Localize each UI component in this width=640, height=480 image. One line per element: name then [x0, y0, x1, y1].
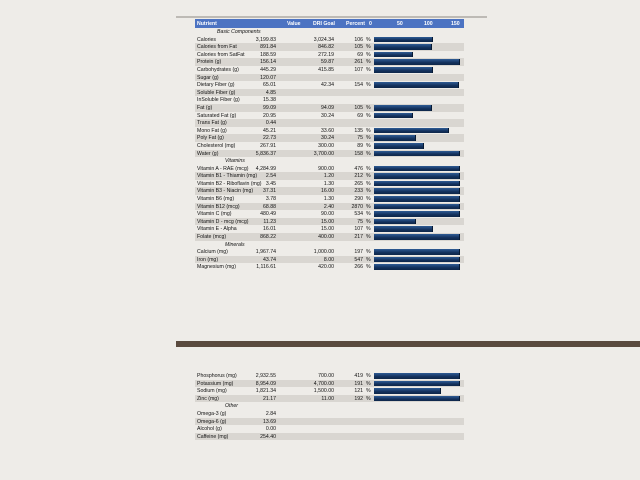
header-value: Value [287, 20, 301, 27]
section-label: Other [225, 403, 238, 410]
nutrient-value: 480.49 [260, 211, 276, 218]
percent-bar [374, 373, 460, 379]
nutrient-value: 68.88 [263, 203, 276, 210]
header-tick-0: 0 [369, 20, 372, 27]
table-row [195, 410, 464, 418]
nutrient-percent: 419 [354, 373, 363, 379]
table-row [195, 187, 464, 195]
table-row [195, 395, 464, 403]
section-row [195, 241, 464, 249]
table-row [195, 127, 464, 135]
nutrient-percent: 191 [354, 380, 363, 387]
nutrient-percent: 212 [354, 173, 363, 180]
nutrient-percent: 290 [354, 196, 363, 203]
nutrient-percent: 107 [354, 66, 363, 73]
percent-bar [374, 381, 460, 387]
table-row [195, 225, 464, 233]
header-tick-100: 100 [424, 20, 433, 27]
table-row [195, 418, 464, 426]
percent-bar [374, 44, 432, 50]
nutrient-value: 156.14 [260, 59, 276, 66]
nutrient-percent: 69 [357, 112, 363, 119]
table-row [195, 233, 464, 241]
table-row [195, 36, 464, 44]
percent-sign: % [366, 388, 371, 395]
nutrient-value: 11.23 [263, 218, 276, 225]
nutrient-value: 254.40 [260, 433, 276, 440]
section-row [195, 157, 464, 165]
nutrient-dri-goal: 1.30 [323, 196, 334, 203]
nutrient-dri-goal: 1.30 [323, 180, 334, 187]
table-header [195, 19, 464, 28]
nutrient-value: 5,836.37 [255, 150, 276, 157]
nutrient-dri-goal: 59.87 [321, 59, 334, 66]
percent-sign: % [366, 395, 371, 402]
nutrient-percent: 105 [354, 44, 363, 51]
nutrient-table-part-2 [195, 372, 464, 440]
percent-bar [374, 226, 433, 232]
table-row [195, 66, 464, 74]
nutrient-dri-goal: 700.00 [318, 373, 334, 379]
nutrient-value: 3,199.83 [255, 36, 276, 43]
percent-sign: % [366, 256, 371, 263]
table-row [195, 119, 464, 127]
nutrient-name: Poly Fat (g) [197, 135, 224, 142]
nutrient-name: Omega-3 (g) [197, 410, 227, 417]
nutrient-dri-goal: 2.40 [323, 203, 334, 210]
percent-sign: % [366, 226, 371, 233]
nutrient-dri-goal: 30.24 [321, 135, 334, 142]
nutrient-name: Calories [197, 36, 217, 43]
nutrient-name: Vitamin B3 - Niacin (mg) [197, 188, 254, 195]
nutrient-name: Protein (g) [197, 59, 222, 66]
table-row [195, 256, 464, 264]
nutrient-name: Caffeine (mg) [197, 433, 229, 440]
nutrient-name: Water (g) [197, 150, 219, 157]
nutrient-name: Cholesterol (mg) [197, 142, 236, 149]
table-row [195, 165, 464, 173]
nutrient-name: Alcohol (g) [197, 426, 222, 433]
nutrient-name: Soluble Fiber (g) [197, 89, 236, 96]
nutrient-name: Vitamin B1 - Thiamin (mg) [197, 173, 258, 180]
percent-bar [374, 128, 449, 134]
percent-bar [374, 234, 460, 240]
percent-sign: % [366, 173, 371, 180]
nutrient-dri-goal: 900.00 [318, 165, 334, 172]
table-row [195, 172, 464, 180]
nutrient-name: Magnesium (mg) [197, 264, 236, 271]
nutrient-percent: 75 [357, 218, 363, 225]
top-rule [176, 16, 487, 18]
nutrient-value: 45.21 [263, 127, 276, 134]
percent-sign: % [366, 82, 371, 89]
percent-sign: % [366, 150, 371, 157]
nutrient-dri-goal: 1,500.00 [313, 388, 334, 395]
header-tick-150: 150 [451, 20, 460, 27]
percent-sign: % [366, 373, 371, 379]
nutrient-name: Folate (mcg) [197, 234, 227, 241]
nutrient-dri-goal: 3,700.00 [313, 150, 334, 157]
percent-sign: % [366, 59, 371, 66]
percent-bar [374, 249, 460, 255]
nutrient-value: 868.22 [260, 234, 276, 241]
section-label: Vitamins [225, 158, 245, 165]
nutrient-percent: 135 [354, 127, 363, 134]
percent-bar [374, 166, 460, 172]
percent-bar [374, 388, 441, 394]
percent-sign: % [366, 380, 371, 387]
percent-bar [374, 37, 433, 43]
nutrient-value: 0.44 [265, 120, 276, 127]
nutrient-dri-goal: 272.19 [318, 51, 334, 58]
nutrient-value: 65.01 [263, 82, 276, 89]
nutrient-value: 15.38 [263, 97, 276, 104]
nutrient-name: Omega-6 (g) [197, 418, 227, 425]
nutrient-value: 8,954.09 [255, 380, 276, 387]
nutrient-value: 43.74 [263, 256, 276, 263]
table-row [195, 104, 464, 112]
nutrient-value: 13.69 [263, 418, 276, 425]
nutrient-percent: 69 [357, 51, 363, 58]
nutrient-name: Vitamin B12 (mcg) [197, 203, 240, 210]
nutrient-name: Sodium (mg) [197, 388, 227, 395]
section-label: Minerals [225, 241, 245, 248]
nutrient-percent: 233 [354, 188, 363, 195]
percent-sign: % [366, 66, 371, 73]
nutrient-dri-goal: 300.00 [318, 142, 334, 149]
nutrient-value: 3.45 [265, 180, 276, 187]
nutrient-percent: 2870 [351, 203, 363, 210]
percent-sign: % [366, 264, 371, 271]
nutrient-dri-goal: 33.60 [321, 127, 334, 134]
table-row [195, 74, 464, 82]
nutrient-percent: 547 [354, 256, 363, 263]
percent-sign: % [366, 165, 371, 172]
nutrient-dri-goal: 400.00 [318, 234, 334, 241]
table-row [195, 387, 464, 395]
percent-sign: % [366, 36, 371, 43]
page-divider [176, 341, 640, 347]
nutrient-name: Dietary Fiber (g) [197, 82, 235, 89]
percent-bar [374, 173, 460, 179]
table-row [195, 263, 464, 271]
table-row [195, 89, 464, 97]
nutrient-percent: 266 [354, 264, 363, 271]
nutrient-dri-goal: 3,024.34 [313, 36, 334, 43]
nutrient-dri-goal: 94.09 [321, 104, 334, 111]
section-row [195, 402, 464, 410]
nutrient-percent: 105 [354, 104, 363, 111]
table-row [195, 210, 464, 218]
section-row [195, 28, 464, 36]
table-row [195, 433, 464, 441]
percent-bar [374, 204, 460, 210]
nutrient-percent: 154 [354, 82, 363, 89]
percent-bar [374, 143, 424, 149]
nutrient-table-part-1 [195, 19, 464, 271]
nutrient-value: 445.29 [260, 66, 276, 73]
header-dri-goal: DRI Goal [313, 20, 335, 27]
percent-bar [374, 59, 460, 65]
percent-bar [374, 264, 460, 270]
nutrient-name: Vitamin E - Alpha [197, 226, 237, 233]
percent-sign: % [366, 51, 371, 58]
nutrient-percent: 261 [354, 59, 363, 66]
nutrient-name: Fat (g) [197, 104, 213, 111]
table-row [195, 43, 464, 51]
nutrient-value: 20.95 [263, 112, 276, 119]
percent-sign: % [366, 188, 371, 195]
percent-bar [374, 196, 460, 202]
table-row [195, 203, 464, 211]
table-row [195, 425, 464, 433]
percent-sign: % [366, 211, 371, 218]
header-percent: Percent [346, 20, 366, 27]
nutrient-name: Phosphorus (mg) [197, 373, 237, 379]
table-row [195, 96, 464, 104]
nutrient-dri-goal: 8.00 [323, 256, 334, 263]
nutrient-value: 1,967.74 [255, 249, 276, 256]
percent-sign: % [366, 112, 371, 119]
header-tick-50: 50 [397, 20, 403, 27]
table-row [195, 81, 464, 89]
nutrient-value: 188.59 [260, 51, 276, 58]
nutrient-value: 1,821.34 [255, 388, 276, 395]
percent-sign: % [366, 203, 371, 210]
nutrient-name: Zinc (mg) [197, 395, 219, 402]
nutrient-percent: 75 [357, 135, 363, 142]
nutrient-name: Vitamin A - RAE (mcg) [197, 165, 249, 172]
nutrient-name: Calories from SatFat [197, 51, 245, 58]
percent-sign: % [366, 127, 371, 134]
nutrient-name: Vitamin D - mcg (mcg) [197, 218, 249, 225]
nutrient-value: 0.00 [265, 426, 276, 433]
nutrient-dri-goal: 420.00 [318, 264, 334, 271]
nutrient-name: Saturated Fat (g) [197, 112, 237, 119]
nutrient-value: 2.84 [265, 410, 276, 417]
table-row [195, 142, 464, 150]
nutrient-name: InSoluble Fiber (g) [197, 97, 240, 104]
percent-bar [374, 211, 460, 217]
percent-bar [374, 219, 416, 225]
nutrient-percent: 534 [354, 211, 363, 218]
nutrient-percent: 106 [354, 36, 363, 43]
nutrient-dri-goal: 42.34 [321, 82, 334, 89]
percent-sign: % [366, 104, 371, 111]
percent-bar [374, 151, 460, 157]
table-row [195, 180, 464, 188]
table-row [195, 195, 464, 203]
table-row [195, 112, 464, 120]
nutrient-dri-goal: 15.00 [321, 226, 334, 233]
nutrient-dri-goal: 1,000.00 [313, 249, 334, 256]
nutrient-value: 1,116.61 [256, 264, 276, 271]
percent-bar [374, 105, 432, 111]
nutrient-percent: 265 [354, 180, 363, 187]
nutrient-value: 2,932.55 [255, 373, 276, 379]
table-row [195, 248, 464, 256]
nutrient-name: Iron (mg) [197, 256, 219, 263]
nutrient-percent: 158 [354, 150, 363, 157]
nutrient-name: Vitamin B2 - Riboflavin (mg) [197, 180, 262, 187]
nutrient-value: 21.17 [263, 395, 276, 402]
nutrient-value: 891.84 [260, 44, 276, 51]
percent-bar [374, 113, 413, 119]
table-row [195, 380, 464, 388]
percent-sign: % [366, 218, 371, 225]
table-body [195, 372, 464, 440]
percent-sign: % [366, 196, 371, 203]
nutrient-dri-goal: 15.00 [321, 218, 334, 225]
nutrient-value: 3.78 [265, 196, 276, 203]
nutrient-name: Potassium (mg) [197, 380, 234, 387]
nutrient-value: 4,284.99 [255, 165, 276, 172]
nutrient-dri-goal: 90.00 [321, 211, 334, 218]
nutrient-name: Calories from Fat [197, 44, 237, 51]
nutrient-value: 2.54 [265, 173, 276, 180]
header-nutrient: Nutrient [197, 20, 217, 27]
nutrient-dri-goal: 415.85 [318, 66, 334, 73]
table-row [195, 150, 464, 158]
percent-bar [374, 135, 416, 141]
nutrient-dri-goal: 4,700.00 [313, 380, 334, 387]
table-row [195, 218, 464, 226]
percent-sign: % [366, 142, 371, 149]
percent-bar [374, 188, 460, 194]
nutrient-name: Sugar (g) [197, 74, 219, 81]
percent-sign: % [366, 234, 371, 241]
nutrient-percent: 107 [354, 226, 363, 233]
nutrient-value: 4.85 [265, 89, 276, 96]
percent-sign: % [366, 44, 371, 51]
percent-bar [374, 257, 460, 263]
nutrient-dri-goal: 846.82 [318, 44, 334, 51]
nutrient-dri-goal: 30.24 [321, 112, 334, 119]
table-row [195, 58, 464, 66]
percent-sign: % [366, 135, 371, 142]
percent-bar [374, 67, 433, 73]
percent-sign: % [366, 180, 371, 187]
nutrient-value: 37.31 [263, 188, 276, 195]
table-row [195, 51, 464, 59]
percent-bar [374, 396, 460, 402]
nutrient-name: Vitamin B6 (mg) [197, 196, 235, 203]
nutrient-value: 99.09 [263, 104, 276, 111]
nutrient-percent: 121 [354, 388, 363, 395]
nutrient-percent: 476 [354, 165, 363, 172]
nutrient-name: Mono Fat (g) [197, 127, 227, 134]
section-label: Basic Components [217, 29, 261, 35]
nutrient-name: Vitamin C (mg) [197, 211, 232, 218]
percent-bar [374, 52, 413, 58]
nutrient-percent: 197 [354, 249, 363, 256]
table-body [195, 28, 464, 271]
percent-bar [374, 82, 459, 88]
percent-bar [374, 181, 460, 187]
nutrient-value: 120.07 [260, 74, 276, 81]
nutrient-percent: 217 [354, 234, 363, 241]
percent-sign: % [366, 249, 371, 256]
nutrient-value: 16.01 [263, 226, 276, 233]
table-row [195, 372, 464, 380]
nutrient-dri-goal: 16.00 [321, 188, 334, 195]
nutrient-name: Trans Fat (g) [197, 120, 227, 127]
nutrient-name: Carbohydrates (g) [197, 66, 239, 73]
nutrient-value: 22.73 [263, 135, 276, 142]
nutrient-percent: 192 [354, 395, 363, 402]
nutrient-name: Calcium (mg) [197, 249, 228, 256]
nutrient-dri-goal: 11.00 [321, 395, 334, 402]
nutrient-value: 267.91 [260, 142, 276, 149]
nutrient-dri-goal: 1.20 [323, 173, 334, 180]
table-row [195, 134, 464, 142]
nutrient-percent: 89 [357, 142, 363, 149]
